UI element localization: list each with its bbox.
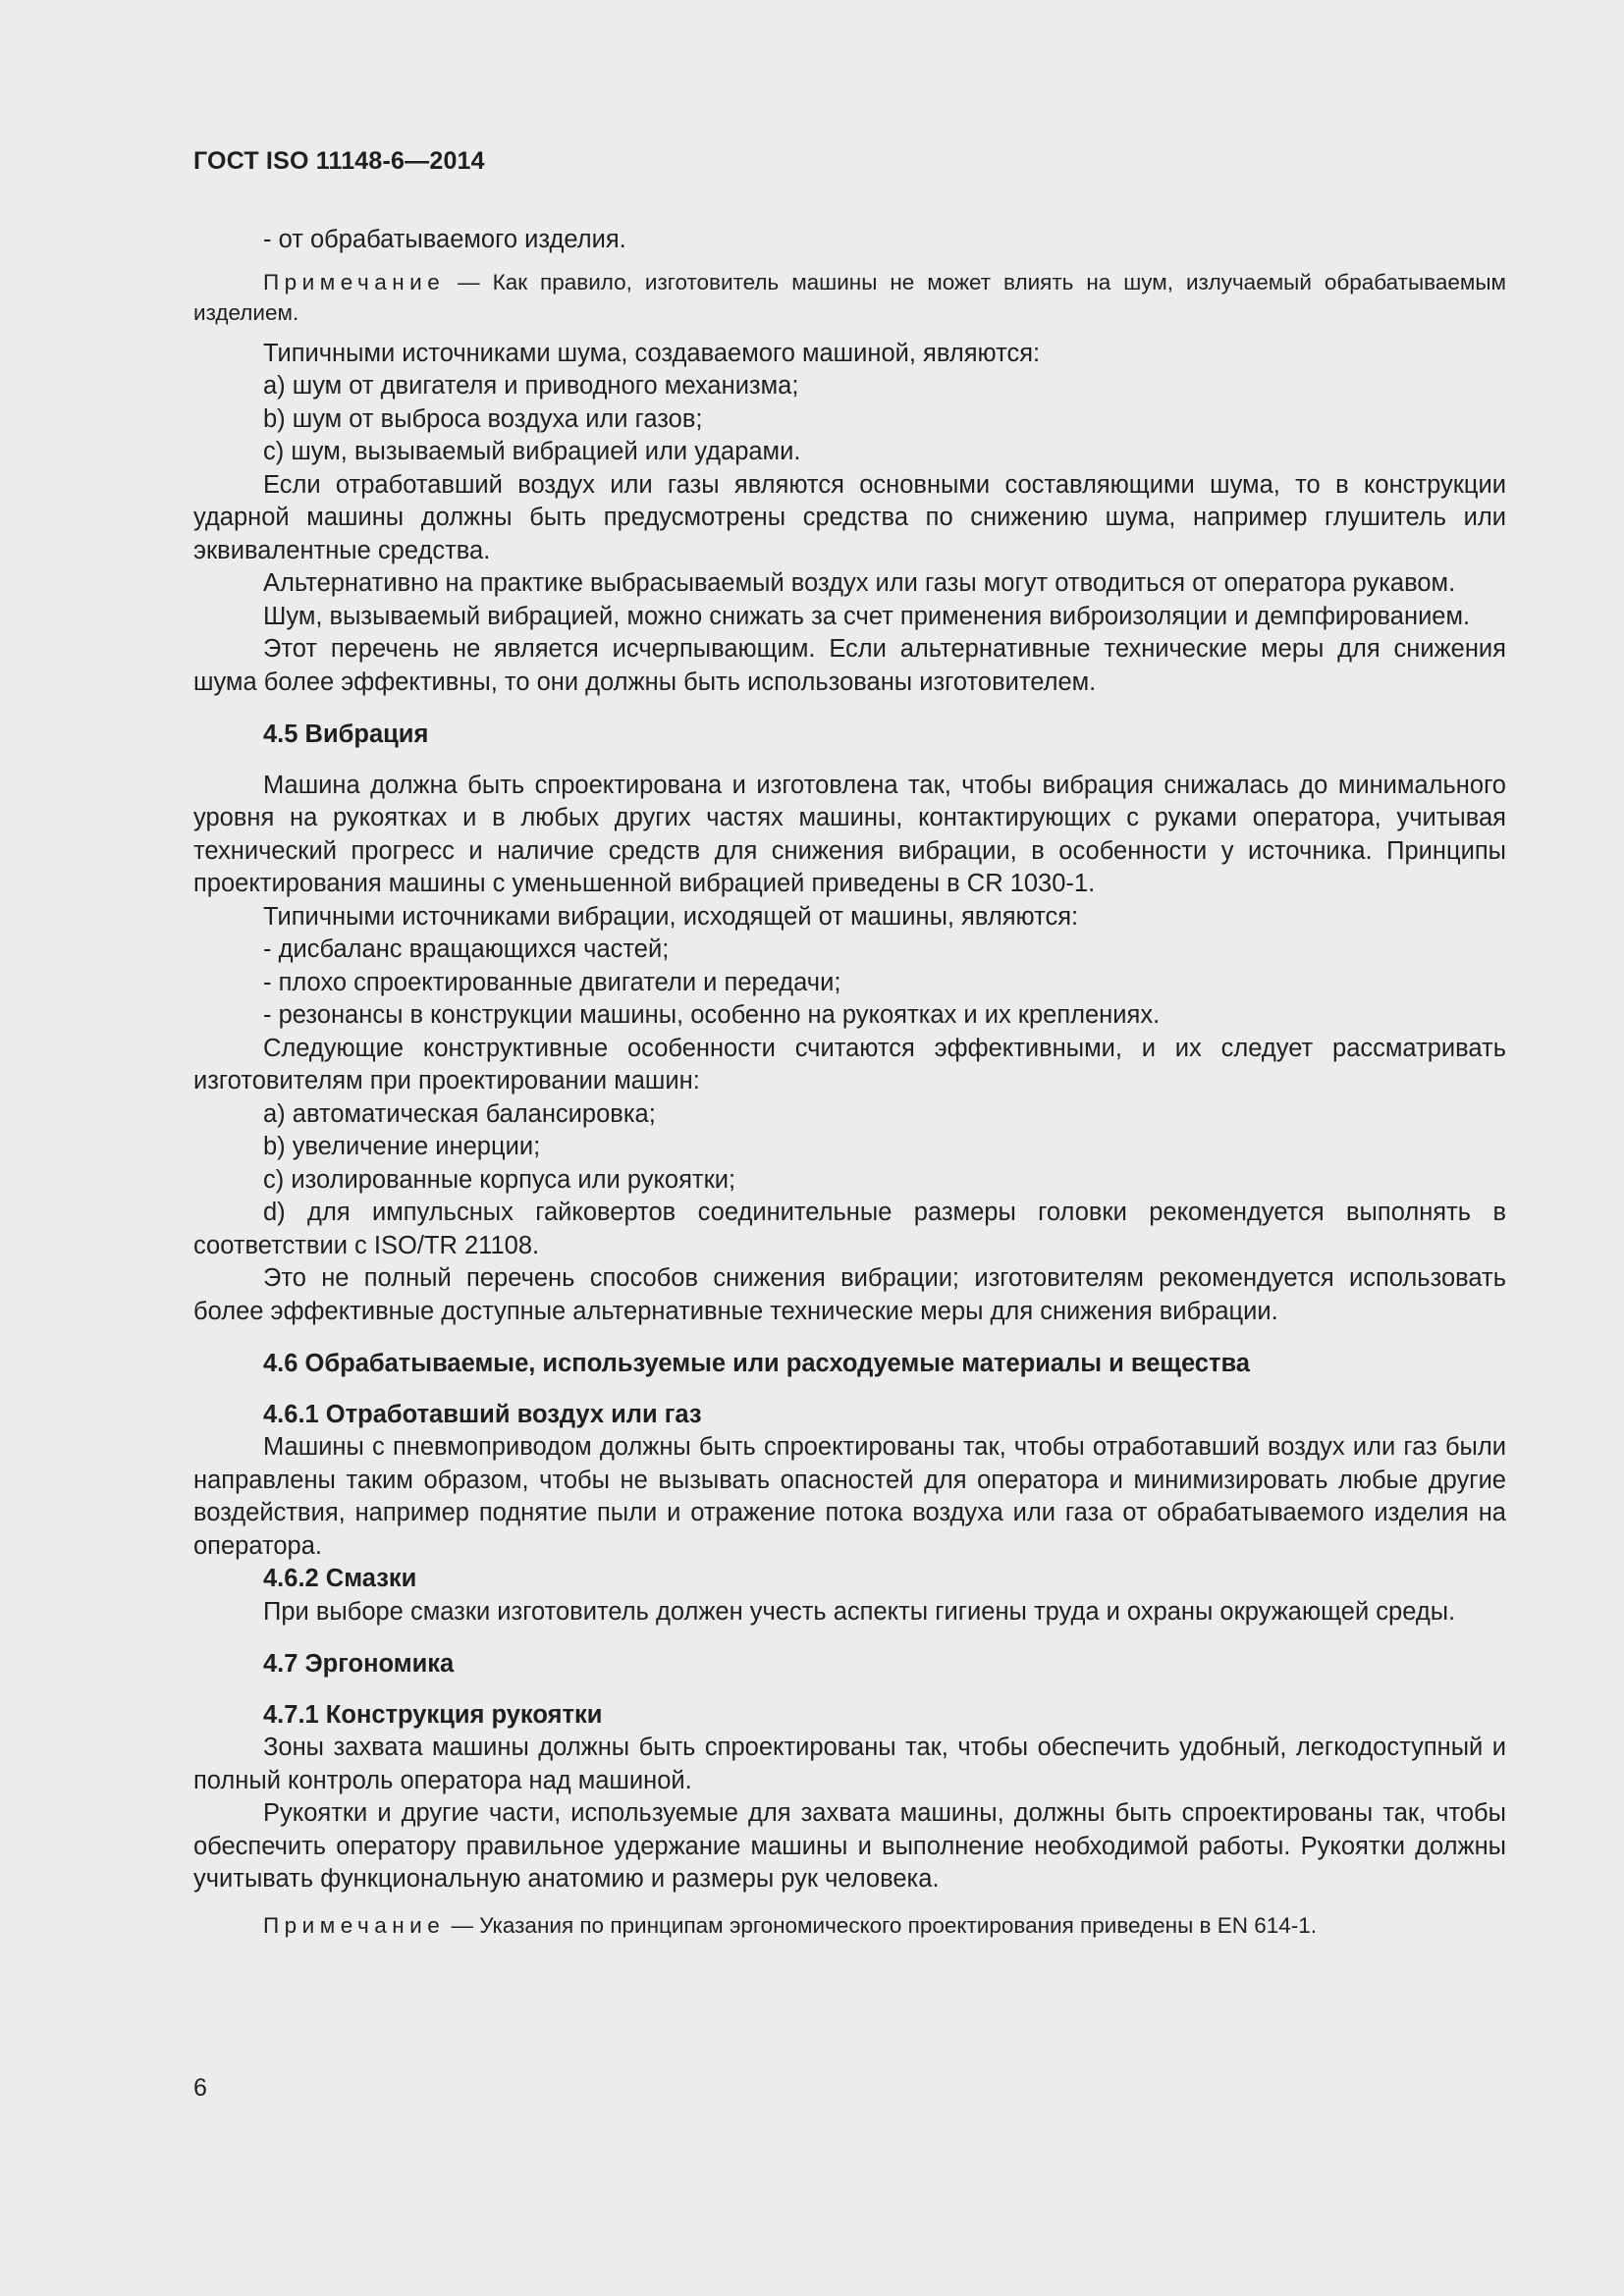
note-label: Примечание: [263, 1912, 446, 1938]
document-header: ГОСТ ISO 11148-6—2014: [193, 147, 485, 175]
paragraph: Машины с пневмоприводом должны быть спроектированы так, чтобы отработавший воздух или газ были направлены таким образом, чтобы не вызывать опасностей для оператора и минимизировать любые другие воздействия, например поднятие пыли и отражение потока воздуха или газа от обрабатываемого изделия на оператора.: [193, 1433, 1506, 1560]
list-item: - от обрабатываемого изделия.: [263, 226, 626, 253]
note: [193, 267, 1506, 328]
note: [193, 1910, 1506, 1941]
paragraph: Зоны захвата машины должны быть спроектированы так, чтобы обеспечить удобный, легкодоступный и полный контроль оператора над машиной.: [193, 1734, 1506, 1794]
subsection-heading: 4.7.1 Конструкция рукоятки: [263, 1700, 603, 1729]
paragraph: Машина должна быть спроектирована и изготовлена так, чтобы вибрация снижалась до минимального уровня на рукоятках и в любых других частях машины, контактирующих с руками оператора, учитывая технический прогресс и наличие средств для снижения вибрации, в особенности у источника. Принципы проектирования машины с уменьшенной вибрацией приведены в CR 1030-1.: [193, 771, 1506, 897]
list-item: b) шум от выброса воздуха или газов;: [263, 404, 703, 433]
section-heading: 4.5 Вибрация: [263, 721, 429, 748]
paragraph: Это не полный перечень способов снижения вибрации; изготовителям рекомендуется использовать более эффективные доступные альтернативные технические меры для снижения вибрации.: [193, 1264, 1506, 1325]
list-item: - резонансы в конструкции машины, особенно на рукоятках и их креплениях.: [263, 1001, 1161, 1029]
list-item: c) изолированные корпуса или рукоятки;: [263, 1165, 736, 1194]
list-item: c) шум, вызываемый вибрацией или ударами.: [263, 438, 801, 465]
list-item: b) увеличение инерции;: [263, 1133, 541, 1160]
paragraph: Если отработавший воздух или газы являются основными составляющими шума, то в конструкции ударной машины должны быть предусмотрены средства по снижению шума, например глушитель или эквивалентные средства.: [193, 470, 1506, 564]
paragraph: Типичными источниками вибрации, исходящей от машины, являются:: [263, 902, 1079, 931]
paragraph: Типичными источниками шума, создаваемого машиной, являются:: [263, 339, 1041, 367]
note-label: Примечание: [263, 269, 446, 294]
paragraph: Следующие конструктивные особенности считаются эффективными, и их следует рассматривать изготовителям при проектировании машин:: [193, 1034, 1506, 1095]
list-item: a) автоматическая балансировка;: [263, 1099, 656, 1128]
list-item: - плохо спроектированные двигатели и передачи;: [263, 968, 841, 996]
paragraph: d) для импульсных гайковертов соединительные размеры головки рекомендуется выполнять в соответствии с ISO/TR 21108.: [193, 1199, 1506, 1259]
paragraph: При выборе смазки изготовитель должен учесть аспекты гигиены труда и охраны окружающей среды.: [263, 1597, 1456, 1626]
section-heading: 4.6 Обрабатываемые, используемые или расходуемые материалы и вещества: [263, 1350, 1250, 1377]
subsection-heading: 4.6.2 Смазки: [263, 1565, 417, 1592]
note-text: — Указания по принципам эргономического проектирования приведены в EN 614-1.: [445, 1912, 1318, 1938]
list-item: - дисбаланс вращающихся частей;: [263, 935, 670, 963]
subsection-heading: 4.6.1 Отработавший воздух или газ: [263, 1400, 702, 1428]
paragraph: Рукоятки и другие части, используемые для захвата машины, должны быть спроектированы так, чтобы обеспечить оператору правильное удержание машины и выполнение необходимой работы. Рукоятки должны учитывать функциональную анатомию и размеры рук человека.: [193, 1799, 1506, 1893]
note-text: — Как правило, изготовитель машины не может влиять на шум, излучаемый обрабатываемым изделием.: [193, 269, 1506, 325]
paragraph: Шум, вызываемый вибрацией, можно снижать за счет применения виброизоляции и демпфированием.: [263, 602, 1471, 630]
page-number: 6: [193, 2074, 207, 2102]
paragraph: Альтернативно на практике выбрасываемый воздух или газы могут отводиться от оператора рукавом.: [263, 569, 1456, 597]
document-body: [193, 224, 1506, 1950]
list-item: a) шум от двигателя и приводного механизма;: [263, 372, 799, 400]
paragraph: Этот перечень не является исчерпывающим. Если альтернативные технические меры для снижения шума более эффективны, то они должны быть использованы изготовителем.: [193, 635, 1506, 696]
section-heading: 4.7 Эргономика: [263, 1650, 455, 1678]
